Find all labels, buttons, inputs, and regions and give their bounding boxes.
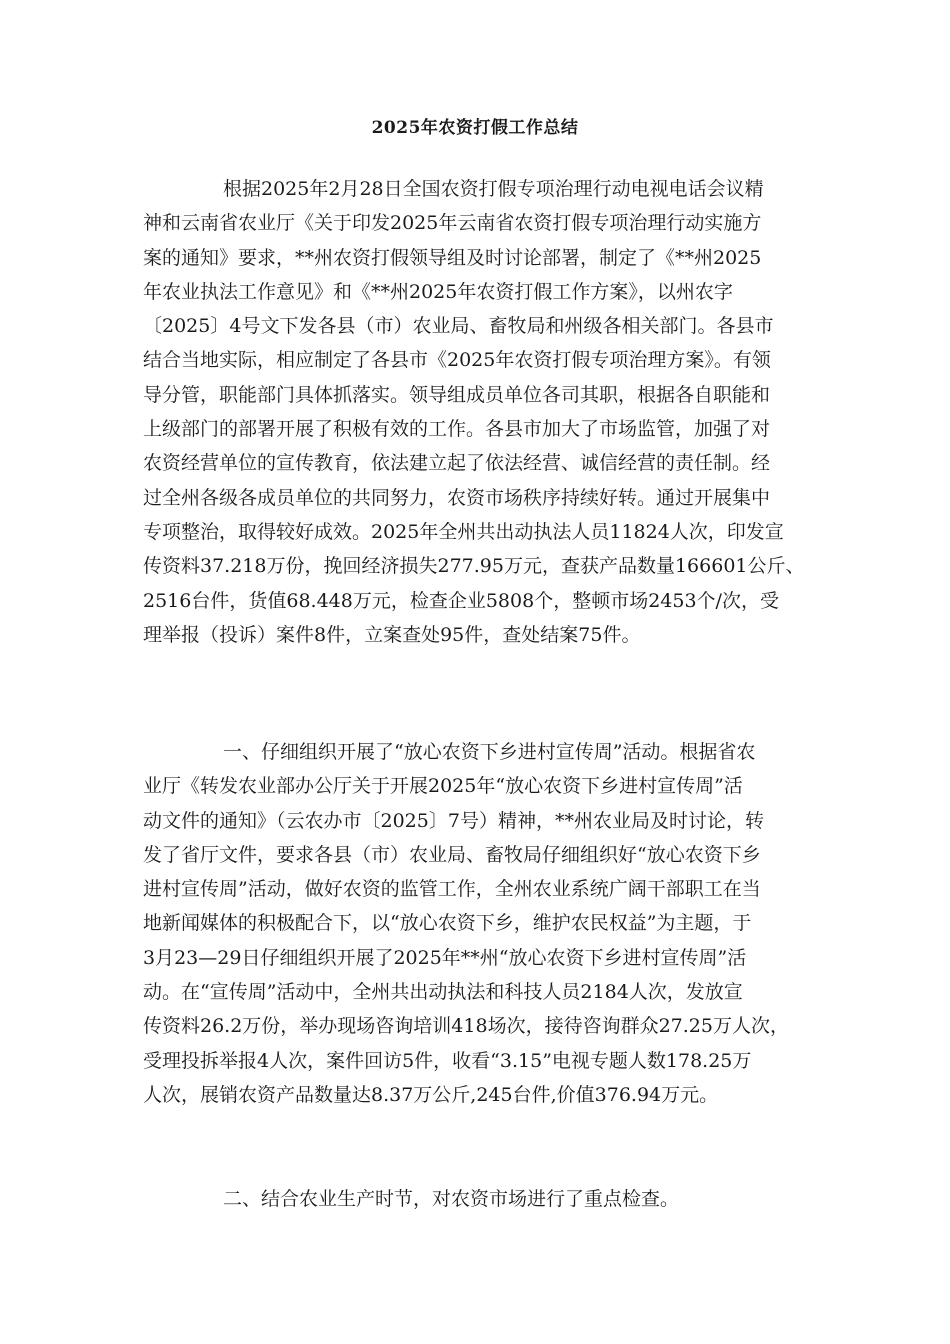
paragraph-line: 传资料26.2万份，举办现场咨询培训418场次，接待咨询群众27.25万人次， [143, 1015, 789, 1038]
paragraph-line: 导分管，职能部门具体抓落实。领导组成员单位各司其职，根据各自职能和 [143, 383, 771, 406]
paragraph-line: 理举报（投诉）案件8件，立案查处95件，查处结案75件。 [143, 623, 641, 646]
paragraph-line: 神和云南省农业厅《关于印发2025年云南省农资打假专项治理行动实施方 [143, 212, 762, 235]
paragraph-line: 农资经营单位的宣传教育，依法建立起了依法经营、诚信经营的责任制。经 [143, 452, 771, 475]
paragraph-line: 受理投拆举报4人次，案件回访5件，收看“3.15”电视专题人数178.25万 [143, 1049, 752, 1072]
paragraph-line: 专项整治，取得较好成效。2025年全州共出动执法人员11824人次，印发宣 [143, 520, 784, 543]
paragraph-line: 〔2025〕4号文下发各县（市）农业局、畜牧局和州级各相关部门。各县市 [143, 315, 774, 338]
paragraph-line: 年农业执法工作意见》和《**州2025年农资打假工作方案》，以州农字 [143, 280, 733, 303]
paragraph-line: 人次，展销农资产品数量达8.37万公斤,245台件,价值376.94万元。 [143, 1083, 719, 1106]
section-heading-line: 二、结合农业生产时节，对农资市场进行了重点检查。 [223, 1188, 680, 1210]
paragraph-section-one [143, 735, 823, 1112]
paragraph-line: 动。在“宣传周”活动中，全州共出动执法和科技人员2184人次，发放宣 [143, 981, 743, 1004]
paragraph-section-two [143, 1182, 823, 1216]
paragraph-line: 业厅《转发农业部办公厅关于开展2025年“放心农资下乡进村宣传周”活 [143, 775, 743, 798]
paragraph-line: 过全州各级各成员单位的共同努力，农资市场秩序持续好转。通过开展集中 [143, 486, 771, 509]
document-title: 2025年农资打假工作总结 [371, 118, 579, 138]
paragraph-line: 地新闻媒体的积极配合下，以“放心农资下乡，维护农民权益”为主题，于 [143, 912, 752, 935]
paragraph-line: 上级部门的部署开展了积极有效的工作。各县市加大了市场监管，加强了对 [143, 418, 771, 441]
paragraph-intro [143, 172, 823, 652]
paragraph-line: 一、仔细组织开展了“放心农资下乡进村宣传周”活动。根据省农 [223, 741, 756, 763]
paragraph-line: 传资料37.218万份，挽回经济损失277.95万元，查获产品数量166601公斤、 [143, 555, 805, 578]
paragraph-line: 2516台件，货值68.448万元，检查企业5808个，整顿市场2453个/次，受 [143, 589, 779, 612]
paragraph-line: 发了省厅文件，要求各县（市）农业局、畜牧局仔细组织好“放心农资下乡 [143, 843, 761, 866]
paragraph-line: 动文件的通知》（云农办市〔2025〕7号）精神，**州农业局及时讨论，转 [143, 809, 764, 832]
paragraph-line: 结合当地实际，相应制定了各县市《2025年农资打假专项治理方案》。有领 [143, 349, 771, 372]
paragraph-line: 根据2025年2月28日全国农资打假专项治理行动电视电话会议精 [223, 178, 764, 200]
paragraph-line: 案的通知》要求，**州农资打假领导组及时讨论部署，制定了《**州2025 [143, 246, 762, 269]
paragraph-line: 3月23—29日仔细组织开展了2025年**州“放心农资下乡进村宣传周”活 [143, 946, 747, 969]
paragraph-line: 进村宣传周”活动，做好农资的监管工作，全州农业系统广阔干部职工在当 [143, 878, 761, 901]
